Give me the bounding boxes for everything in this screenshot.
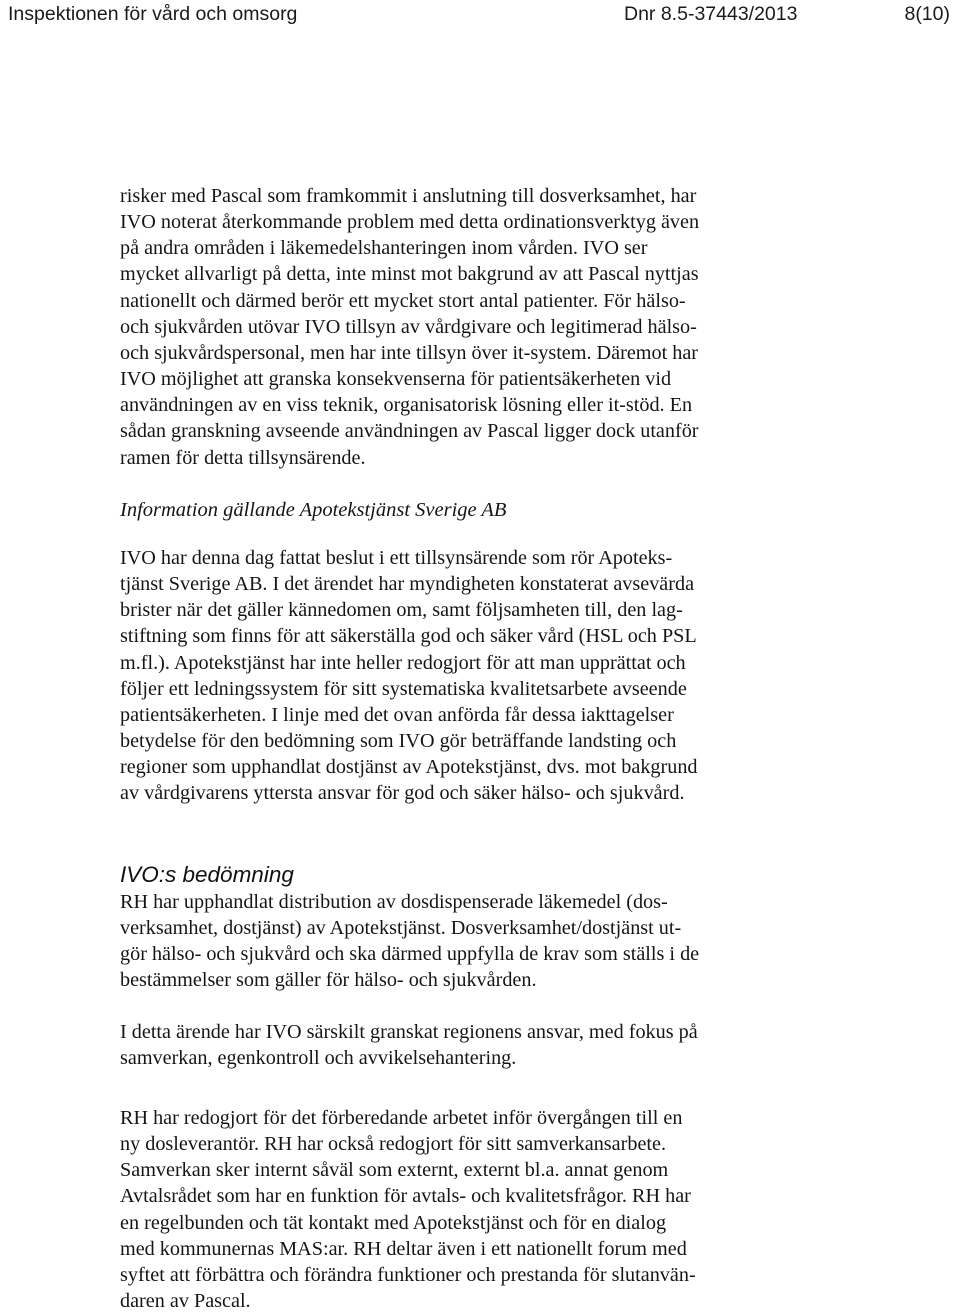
text-line: stiftning som finns för att säkerställa god och säker vård (HSL och PSL	[120, 625, 697, 648]
paragraph-rh-collaboration	[120, 1105, 800, 1314]
text-line: verksamhet, dostjänst) av Apotekstjänst. Dosverksamhet/dostjänst ut-	[120, 917, 682, 940]
page-header	[0, 0, 960, 32]
text-line: IVO har denna dag fattat beslut i ett tillsynsärende som rör Apoteks-	[120, 547, 673, 569]
paragraph-pascal-risks	[120, 183, 800, 471]
text-line: RH har upphandlat distribution av dosdispenserade läkemedel (dos-	[120, 891, 668, 913]
paragraph-rh-procurement	[120, 889, 800, 994]
subheading-apotekstjanst: Information gällande Apotekstjänst Sverige AB	[120, 499, 507, 521]
text-line: brister när det gäller kännedomen om, samt följsamheten till, den lag-	[120, 599, 683, 622]
text-line: betydelse för den bedömning som IVO gör beträffande landsting och	[120, 730, 677, 753]
text-line: gör hälso- och sjukvård och ska därmed uppfylla de krav som ställs i de	[120, 943, 700, 966]
section-heading-ivo-bedomning: IVO:s bedömning	[120, 862, 294, 887]
text-line: I detta ärende har IVO särskilt granskat regionens ansvar, med fokus på	[120, 1021, 698, 1043]
text-line: användningen av en viss teknik, organisatorisk lösning eller it-stöd. En	[120, 394, 693, 417]
text-line: ramen för detta tillsynsärende.	[120, 446, 366, 469]
text-line: bestämmelser som gäller för hälso- och sjukvården.	[120, 969, 537, 992]
text-line: Avtalsrådet som har en funktion för avtals- och kvalitetsfrågor. RH har	[120, 1185, 691, 1208]
header-reference-number: Dnr 8.5-37443/2013	[624, 3, 798, 25]
text-line: och sjukvårdspersonal, men har inte tillsyn över it-system. Däremot har	[120, 341, 699, 364]
text-line: en regelbunden och tät kontakt med Apotekstjänst och för en dialog	[120, 1211, 667, 1234]
paragraph-region-responsibility	[120, 1019, 800, 1071]
text-line: daren av Pascal.	[120, 1290, 251, 1313]
text-line: mycket allvarligt på detta, inte minst mot bakgrund av att Pascal nyttjas	[120, 263, 699, 286]
header-organization: Inspektionen för vård och omsorg	[8, 3, 298, 25]
text-line: sådan granskning avseende användningen av Pascal ligger dock utanför	[120, 420, 699, 443]
paragraph-apotekstjanst-decision	[120, 545, 800, 807]
text-line: regioner som upphandlat dostjänst av Apotekstjänst, dvs. mot bakgrund	[120, 756, 698, 779]
text-line: följer ett ledningssystem för sitt systematiska kvalitetsarbete avseende	[120, 677, 687, 700]
text-line: samverkan, egenkontroll och avvikelsehantering.	[120, 1047, 517, 1070]
text-line: IVO noterat återkommande problem med detta ordinationsverktyg även	[120, 211, 700, 234]
text-line: RH har redogjort för det förberedande arbetet inför övergången till en	[120, 1107, 683, 1129]
text-line: IVO möjlighet att granska konsekvenserna för patientsäkerheten vid	[120, 368, 672, 391]
text-line: med kommunernas MAS:ar. RH deltar även i ett nationellt forum med	[120, 1237, 687, 1260]
text-line: och sjukvården utövar IVO tillsyn av vårdgivare och legitimerad hälso-	[120, 315, 697, 338]
text-line: tjänst Sverige AB. I det ärendet har myndigheten konstaterat avsevärda	[120, 573, 695, 596]
text-line: av vårdgivarens yttersta ansvar för god och säker hälso- och sjukvård.	[120, 782, 685, 805]
text-line: nationellt och därmed berör ett mycket stort antal patienter. För hälso-	[120, 289, 686, 312]
text-line: Samverkan sker internt såväl som externt, externt bl.a. annat genom	[120, 1159, 669, 1182]
text-line: ny dosleverantör. RH har också redogjort för sitt samverkansarbete.	[120, 1133, 667, 1156]
text-line: patientsäkerheten. I linje med det ovan anförda får dessa iakttagelser	[120, 703, 674, 726]
text-line: risker med Pascal som framkommit i anslutning till dosverksamhet, har	[120, 185, 697, 207]
text-line: syftet att förbättra och förändra funktioner och prestanda för slutanvän-	[120, 1263, 696, 1286]
text-line: på andra områden i läkemedelshanteringen inom vården. IVO ser	[120, 237, 648, 260]
text-line: m.fl.). Apotekstjänst har inte heller redogjort för att man upprättat och	[120, 651, 686, 674]
header-page-number: 8(10)	[904, 3, 950, 25]
